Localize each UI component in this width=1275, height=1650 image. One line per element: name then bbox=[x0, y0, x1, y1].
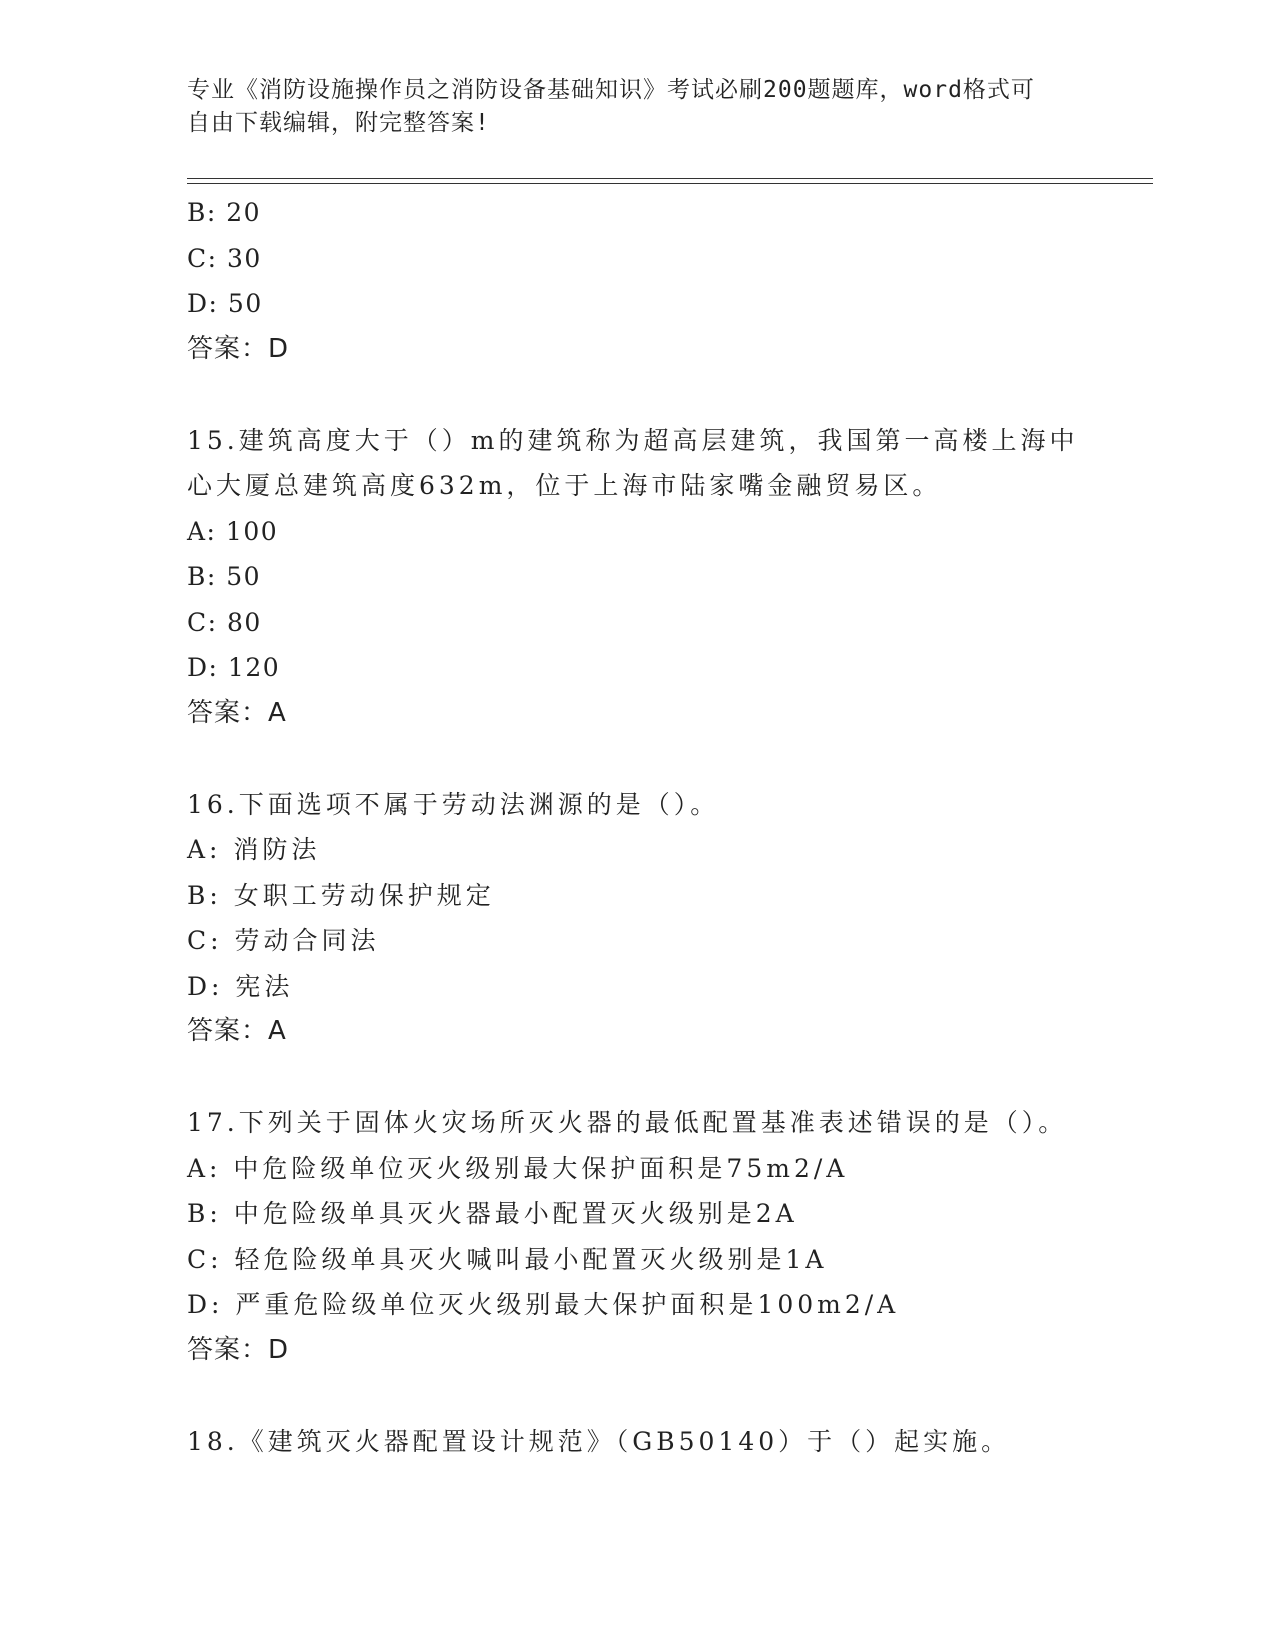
option-b: B: 女职工劳动保护规定 bbox=[187, 880, 495, 910]
option-d: D: 120 bbox=[187, 653, 281, 682]
spacer bbox=[187, 372, 1147, 418]
header-divider-top bbox=[187, 178, 1153, 179]
option-d: D: 严重危险级单位灭火级别最大保护面积是100m2/A bbox=[187, 1290, 900, 1319]
option-a: A: 消防法 bbox=[187, 835, 321, 864]
question-stem-line-1: 17.下列关于固体火灾场所灭火器的最低配置基准表述错误的是（）。 bbox=[187, 1108, 1068, 1137]
option-d: D: 宪法 bbox=[187, 971, 294, 1001]
question-stem-line-1: 16.下面选项不属于劳动法渊源的是（）。 bbox=[187, 789, 720, 819]
option-b: B: 50 bbox=[187, 562, 262, 591]
question-list bbox=[187, 190, 1147, 1464]
question-18-block bbox=[187, 1419, 1147, 1465]
option-c: C: 劳动合同法 bbox=[187, 926, 380, 955]
option-a: A: 100 bbox=[187, 516, 279, 546]
option-b: B: 中危险级单具灭火器最小配置灭火级别是2A bbox=[187, 1199, 798, 1228]
spacer bbox=[187, 736, 1147, 782]
answer-line: 答案：D bbox=[187, 1334, 290, 1365]
question-17-block bbox=[187, 1100, 1147, 1373]
answer-line: 答案：A bbox=[187, 697, 287, 728]
question-16-block bbox=[187, 782, 1147, 1055]
option-c: C: 30 bbox=[187, 243, 262, 273]
answer-line: 答案：D bbox=[187, 333, 290, 364]
option-a: A: 中危险级单位灭火级别最大保护面积是75m2/A bbox=[187, 1153, 849, 1183]
header-title-line-2: 自由下载编辑，附完整答案! bbox=[187, 110, 490, 136]
question-15-block bbox=[187, 418, 1147, 737]
option-c: C: 80 bbox=[187, 607, 262, 637]
option-c: C: 轻危险级单具灭火喊叫最小配置灭火级别是1A bbox=[187, 1244, 828, 1274]
header-title-line-1: 专业《消防设施操作员之消防设备基础知识》考试必刷200题题库，word格式可 bbox=[187, 77, 1035, 103]
document-header bbox=[187, 74, 1087, 140]
answer-line: 答案：A bbox=[187, 1016, 287, 1046]
question-stem-line-1: 18.《建筑灭火器配置设计规范》（GB50140）于（）起实施。 bbox=[187, 1426, 1011, 1456]
question-stem-line-1: 15.建筑高度大于（）m的建筑称为超高层建筑，我国第一高楼上海中 bbox=[187, 425, 1079, 455]
option-b: B: 20 bbox=[187, 198, 262, 227]
header-divider-bottom bbox=[187, 183, 1153, 184]
question-14-block bbox=[187, 190, 1147, 372]
option-d: D: 50 bbox=[187, 289, 263, 318]
spacer bbox=[187, 1055, 1147, 1101]
spacer bbox=[187, 1373, 1147, 1419]
question-stem-line-2: 心大厦总建筑高度632m，位于上海市陆家嘴金融贸易区。 bbox=[187, 471, 942, 500]
